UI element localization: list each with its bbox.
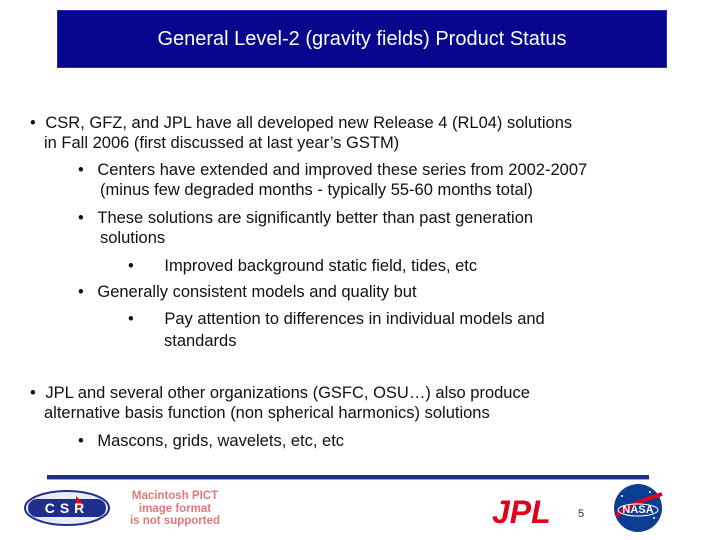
bullet: • (78, 432, 84, 450)
line-text: Mascons, grids, wavelets, etc, etc (97, 432, 345, 450)
line-11 (30, 383, 530, 403)
bullet: • (78, 283, 84, 301)
line-text: alternative basis function (non spherical harmonics) solutions (44, 404, 490, 422)
nasa-logo (612, 482, 664, 539)
pict-line: is not supported (129, 515, 221, 527)
line-13 (78, 431, 344, 451)
jpl-logo (492, 496, 576, 531)
footer-divider (47, 475, 649, 480)
bullet: • (128, 310, 134, 328)
line-12 (44, 403, 490, 423)
line-9 (128, 309, 545, 329)
bullet: • (30, 384, 36, 402)
pict-line: Macintosh PICT (131, 490, 219, 502)
jpl-logo-text: JPL (492, 496, 551, 526)
line-text: Pay attention to differences in individual models and (164, 310, 545, 328)
line-3 (78, 160, 587, 180)
bullet: • (78, 161, 84, 179)
bullet: • (78, 209, 84, 227)
slide-title: General Level-2 (gravity fields) Product Status (157, 27, 567, 50)
line-text: JPL and several other organizations (GSFC, OSU…) also produce (45, 384, 530, 402)
line-text: These solutions are significantly better than past generation (97, 209, 534, 227)
pict-line: image format (138, 502, 212, 515)
page-number: 5 (578, 508, 585, 520)
line-1 (30, 113, 572, 133)
line-text: standards (164, 332, 237, 350)
line-text: in Fall 2006 (first discussed at last year’s GSTM) (44, 134, 400, 152)
line-8 (78, 282, 417, 302)
pict-placeholder (120, 490, 230, 528)
line-text: (minus few degraded months - typically 55-60 months total) (100, 181, 533, 199)
line-10 (164, 331, 236, 351)
csr-logo-text: CSR (44, 500, 90, 516)
line-text: Improved background static field, tides, etc (164, 257, 478, 275)
nasa-logo-text: NASA (622, 504, 654, 516)
line-text: solutions (100, 229, 166, 247)
line-text: Centers have extended and improved these series from 2002-2007 (97, 161, 588, 179)
line-5 (78, 208, 533, 228)
line-4 (100, 180, 533, 200)
csr-logo (24, 490, 110, 526)
line-2 (44, 133, 399, 153)
bullet: • (128, 257, 134, 275)
line-7 (128, 256, 477, 276)
line-text: Generally consistent models and quality but (97, 283, 417, 301)
line-6 (100, 228, 165, 248)
bullet: • (30, 114, 36, 132)
title-banner (57, 10, 667, 68)
line-text: CSR, GFZ, and JPL have all developed new Release 4 (RL04) solutions (45, 114, 573, 132)
